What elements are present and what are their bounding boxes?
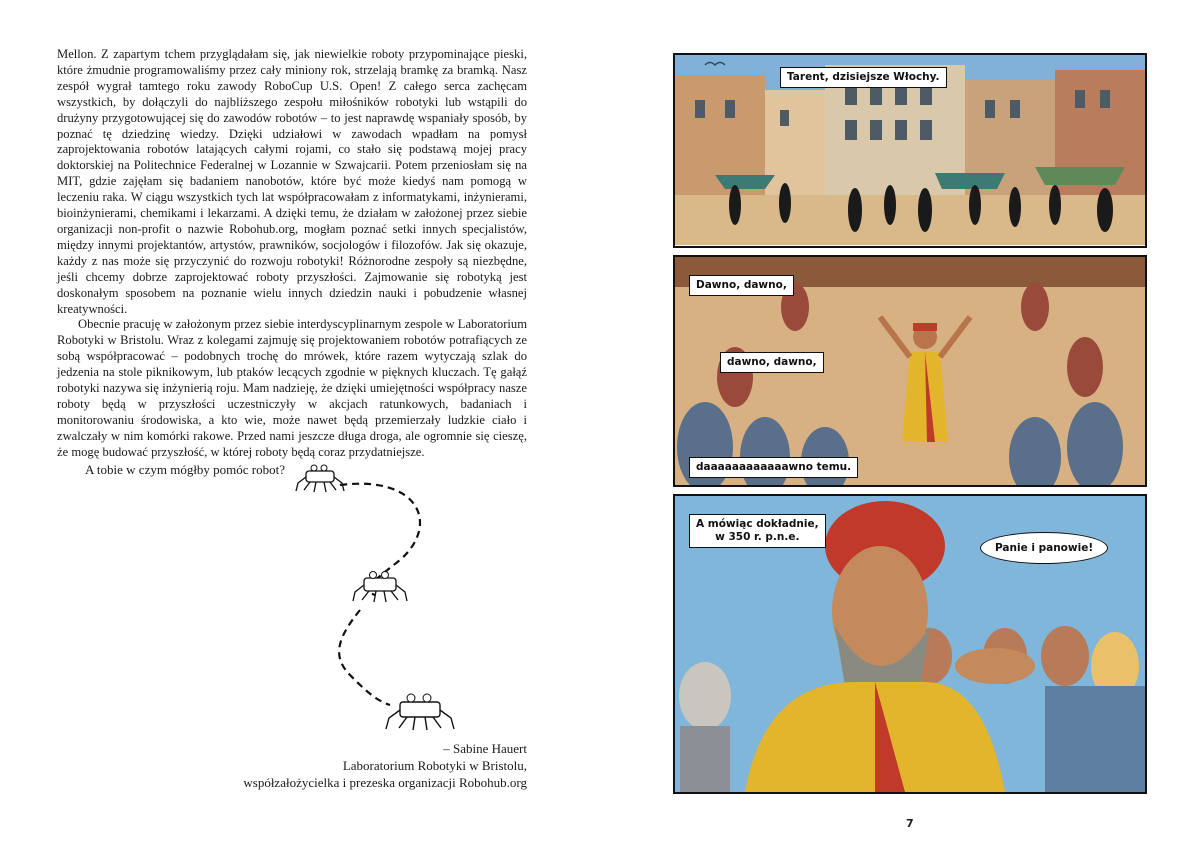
caption-date-line1: A mówiąc dokładnie, — [696, 518, 819, 530]
signature-name: – Sabine Hauert — [443, 741, 527, 756]
paragraph-2: Obecnie pracuję w założonym przez siebie interdyscyplinarnym zespole w Laboratorium Robotyki w Bristolu. Wraz z kolegami zajmuję się projektowaniem robotów potrafiących ze sobą współpracować – podobnych trochę do mrówek, które razem wytyczają szlak do jedzenia na stole piknikowym, lub ptaków lecących zgodnie w pięknych kluczach. Tę gałąź robotyki nazywa się inżynierią roju. Mam nadzieję, że dzięki umiejętności współpracy nasze roboty będą w przyszłości uczestniczyły w akcjach ratunkowych, badaniach i monitorowaniu środowiska, a kto wie, może nawet będą przemierzały ludzkie ciało i zwalczały w nim komórki rakowe. Przed nami jeszcze długa droga, ale ogromnie się cieszę, że mogę budować przyszłość, w której roboty będą coraz przydatniejsze. — [57, 317, 527, 459]
dashed-path-lower — [339, 610, 390, 705]
caption-location: Tarent, dzisiejsze Włochy. — [780, 67, 947, 88]
comic-panel-3 — [673, 494, 1147, 794]
right-page — [600, 0, 1200, 852]
page-number: 7 — [906, 817, 914, 830]
robot-spider-icon-bottom — [386, 694, 454, 730]
caption-once-2: dawno, dawno, — [720, 352, 824, 373]
paragraph-1: Mellon. Z zapartym tchem przyglądałam się, jak niewielkie roboty przypominające pieski, które żmudnie programowaliśmy przez cały miniony rok, strzelają bramkę za bramką. Nasz zespół wygrał tamtego roku zawody RoboCup U.S. Open! Z całego serca zachęcam wszystkich, by dołączyli do najbliższego zespołu miłośników robotyki lub wstąpili do drużyny przygotowującej się do zawodów robotów – to jest naprawdę wspaniały sposób, by poznać tę dziedzinę wiedzy. Dzięki udziałowi w zawodach wpadłam na pomysł zaprojektowania robotów latających całymi rojami, co stało się podstawą mojej pracy doktorskiej na Politechnice Federalnej w Lozannie w Szwajcarii. Potem przeniosłam się na MIT, gdzie zajęłam się badaniem nanobotów, które być może kiedyś nam pomogą w leczeniu raka. W ciągu wszystkich tych lat współpracowałam z informatykami, inżynierami, bioinżynierami, chemikami i lekarzami. A dzięki temu, że działam w założonej przez siebie organizacji non-profit o nazwie Robohub.org, mogłam poznać setki innych specjalistów, między innymi projektantów, artystów, prawników, socjologów i filozofów. Jak się okazuje, każdy z nas może się przyczynić do rozwoju robotyki! Różnorodne zespoły są niezbędne, jeśli chcemy dobrze zaprojektować roboty przyszłości. Zajmowanie się robotyką jest doskonałym sposobem na poznanie wielu innych dziedzin nauki i pobudzenie własnej kreatywności. — [57, 47, 527, 316]
caption-once-1: Dawno, dawno, — [689, 275, 794, 296]
body-text — [57, 47, 527, 461]
robot-path-illustration — [280, 455, 480, 745]
robot-spider-icon-top — [296, 465, 344, 492]
comic-panel-1 — [673, 53, 1147, 248]
speech-bubble: Panie i panowie! — [980, 532, 1108, 564]
comic-panel-2 — [673, 255, 1147, 487]
caption-date-line2: w 350 r. p.n.e. — [715, 531, 800, 543]
caption-date — [689, 514, 826, 548]
question-text: A tobie w czym mógłby pomóc robot? — [85, 462, 286, 477]
caption-once-3: daaaaaaaaaaaawno temu. — [689, 457, 858, 478]
signature-affiliation: Laboratorium Robotyki w Bristolu, — [342, 758, 527, 773]
signature-role: współzałożycielka i prezeska organizacji Robohub.org — [243, 775, 527, 790]
signature-block — [243, 740, 527, 791]
